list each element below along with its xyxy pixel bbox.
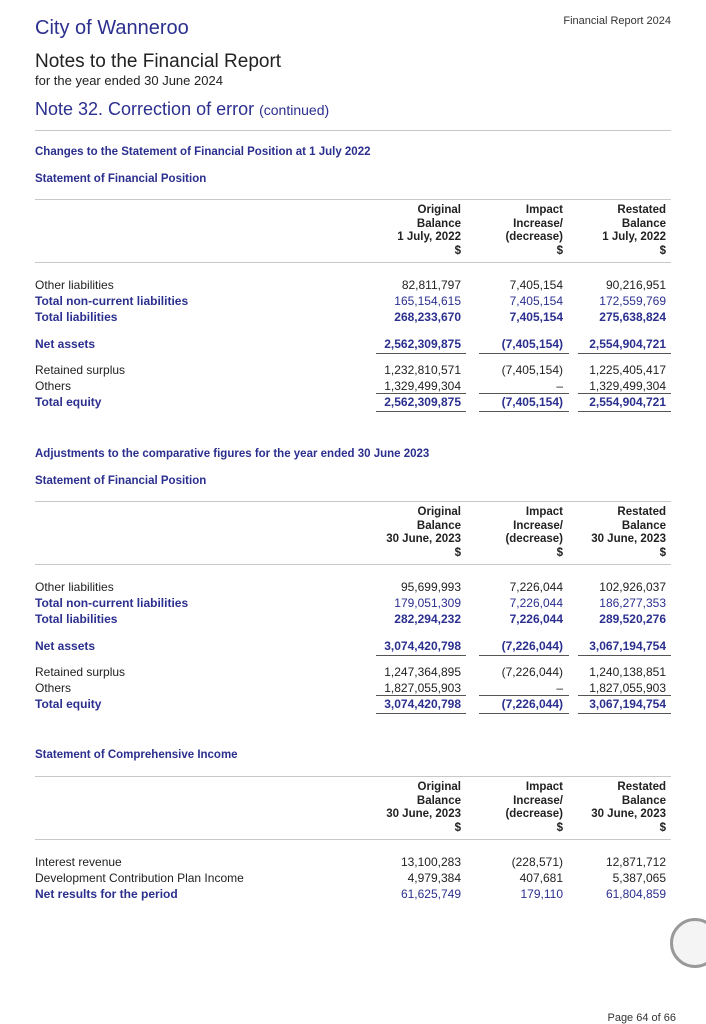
cell-value: 95,699,993 xyxy=(400,580,461,594)
row-label: Retained surplus xyxy=(35,665,126,679)
cell-value: (7,405,154) xyxy=(501,363,563,377)
table-row xyxy=(35,595,671,611)
row-label: Net assets xyxy=(35,337,96,351)
title-divider xyxy=(35,130,671,131)
cell-value: (228,571) xyxy=(511,855,563,869)
cell-value: 172,559,769 xyxy=(599,294,666,308)
column-header: Original Balance 30 June, 2023 $ xyxy=(386,781,461,834)
section2-heading: Adjustments to the comparative figures for the year ended 30 June 2023 xyxy=(35,448,430,460)
seal-icon xyxy=(670,918,706,968)
column-header: Restated Balance 30 June, 2023 $ xyxy=(591,506,666,559)
cell-value: 186,277,353 xyxy=(599,596,666,610)
table-row xyxy=(35,394,671,410)
row-label: Development Contribution Plan Income xyxy=(35,871,244,885)
cell-value: 275,638,824 xyxy=(599,310,666,324)
total-underline xyxy=(578,713,671,714)
table-row xyxy=(35,611,671,627)
cell-value: 289,520,276 xyxy=(599,612,666,626)
cell-value: 7,226,044 xyxy=(509,596,563,610)
total-overline xyxy=(479,695,569,696)
cell-value: 1,329,499,304 xyxy=(589,379,666,393)
total-overline xyxy=(376,393,466,394)
total-overline xyxy=(376,695,466,696)
org-name: City of Wanneroo xyxy=(35,17,189,39)
page-number: Page 64 of 66 xyxy=(607,1012,676,1024)
table-header xyxy=(35,199,671,263)
cell-value: 12,871,712 xyxy=(605,855,666,869)
row-label: Total non-current liabilities xyxy=(35,294,189,308)
row-label: Total equity xyxy=(35,697,102,711)
cell-value: 3,074,420,798 xyxy=(384,639,461,653)
cell-value: 2,562,309,875 xyxy=(384,337,461,351)
total-underline xyxy=(376,411,466,412)
table-row xyxy=(35,680,671,696)
cell-value: (7,226,044) xyxy=(501,639,563,653)
table-row xyxy=(35,362,671,378)
table-row xyxy=(35,696,671,712)
table-row xyxy=(35,579,671,595)
total-underline xyxy=(479,353,569,354)
total-underline xyxy=(578,655,671,656)
row-label: Retained surplus xyxy=(35,363,126,377)
cell-value: 5,387,065 xyxy=(612,871,666,885)
cell-value: 7,405,154 xyxy=(509,278,563,292)
cell-value: 3,067,194,754 xyxy=(589,639,666,653)
table-row xyxy=(35,309,671,325)
row-label: Interest revenue xyxy=(35,855,122,869)
note-title xyxy=(35,99,329,120)
note-title-suffix: (continued) xyxy=(259,102,330,118)
cell-value: 61,804,859 xyxy=(605,887,666,901)
row-label: Total liabilities xyxy=(35,310,118,324)
cell-value: 407,681 xyxy=(519,871,563,885)
cell-value: 90,216,951 xyxy=(605,278,666,292)
cell-value: 179,051,309 xyxy=(394,596,461,610)
cell-value: 7,226,044 xyxy=(509,612,563,626)
column-header: Restated Balance 30 June, 2023 $ xyxy=(591,781,666,834)
cell-value: 2,554,904,721 xyxy=(589,395,666,409)
table-row xyxy=(35,293,671,309)
section2-subheading: Statement of Financial Position xyxy=(35,475,207,487)
cell-value: 1,247,364,895 xyxy=(384,665,461,679)
cell-value: 4,979,384 xyxy=(407,871,461,885)
total-underline xyxy=(376,353,466,354)
cell-value: 1,827,055,903 xyxy=(384,681,461,695)
cell-value: (7,226,044) xyxy=(501,665,563,679)
cell-value: 1,240,138,851 xyxy=(589,665,666,679)
row-label: Others xyxy=(35,681,72,695)
cell-value: 282,294,232 xyxy=(394,612,461,626)
row-label: Net assets xyxy=(35,639,96,653)
section3-heading: Statement of Comprehensive Income xyxy=(35,749,238,761)
section2-table xyxy=(35,501,671,712)
table-header xyxy=(35,776,671,840)
total-underline xyxy=(578,411,671,412)
total-underline xyxy=(578,353,671,354)
cell-value: 1,329,499,304 xyxy=(384,379,461,393)
total-underline xyxy=(479,713,569,714)
column-header: Restated Balance 1 July, 2022 $ xyxy=(602,204,666,257)
row-label: Total equity xyxy=(35,395,102,409)
cell-value: 2,562,309,875 xyxy=(384,395,461,409)
column-header: Impact Increase/ (decrease) $ xyxy=(505,781,563,834)
cell-value: 1,225,405,417 xyxy=(589,363,666,377)
table-row xyxy=(35,886,671,902)
cell-value: 7,405,154 xyxy=(509,310,563,324)
cell-value: 3,074,420,798 xyxy=(384,697,461,711)
section1-subheading: Statement of Financial Position xyxy=(35,173,207,185)
period-subtitle: for the year ended 30 June 2024 xyxy=(35,73,223,88)
column-header: Impact Increase/ (decrease) $ xyxy=(505,204,563,257)
section1-table xyxy=(35,199,671,410)
cell-value: 179,110 xyxy=(520,887,563,901)
cell-value: (7,226,044) xyxy=(501,697,563,711)
section1-heading: Changes to the Statement of Financial Position at 1 July 2022 xyxy=(35,146,371,158)
cell-value: 165,154,615 xyxy=(394,294,461,308)
cell-value: 13,100,283 xyxy=(400,855,461,869)
row-label: Net results for the period xyxy=(35,887,178,901)
cell-value: 268,233,670 xyxy=(394,310,461,324)
row-label: Others xyxy=(35,379,72,393)
cell-value: 2,554,904,721 xyxy=(589,337,666,351)
table-header xyxy=(35,501,671,565)
section3-table xyxy=(35,776,671,902)
total-underline xyxy=(376,713,466,714)
page-title: Notes to the Financial Report xyxy=(35,51,282,72)
table-row xyxy=(35,378,671,394)
total-underline xyxy=(479,655,569,656)
total-underline xyxy=(479,411,569,412)
cell-value: – xyxy=(556,681,563,695)
row-label: Total liabilities xyxy=(35,612,118,626)
table-row xyxy=(35,336,671,352)
cell-value: (7,405,154) xyxy=(501,395,563,409)
note-title-text: Note 32. Correction of error xyxy=(35,99,255,119)
total-overline xyxy=(479,393,569,394)
table-row xyxy=(35,664,671,680)
table-row xyxy=(35,638,671,654)
cell-value: 7,405,154 xyxy=(509,294,563,308)
cell-value: 7,226,044 xyxy=(509,580,563,594)
total-overline xyxy=(578,393,671,394)
table-row xyxy=(35,277,671,293)
total-underline xyxy=(376,655,466,656)
cell-value: 3,067,194,754 xyxy=(589,697,666,711)
column-header: Original Balance 30 June, 2023 $ xyxy=(386,506,461,559)
cell-value: 1,827,055,903 xyxy=(589,681,666,695)
total-overline xyxy=(578,695,671,696)
row-label: Total non-current liabilities xyxy=(35,596,189,610)
cell-value: 82,811,797 xyxy=(401,278,461,292)
table-row xyxy=(35,870,671,886)
cell-value: 61,625,749 xyxy=(400,887,461,901)
cell-value: 102,926,037 xyxy=(599,580,666,594)
cell-value: (7,405,154) xyxy=(501,337,563,351)
row-label: Other liabilities xyxy=(35,580,114,594)
cell-value: 1,232,810,571 xyxy=(384,363,461,377)
column-header: Original Balance 1 July, 2022 $ xyxy=(397,204,461,257)
cell-value: – xyxy=(556,379,563,393)
column-header: Impact Increase/ (decrease) $ xyxy=(505,506,563,559)
table-row xyxy=(35,854,671,870)
row-label: Other liabilities xyxy=(35,278,114,292)
report-label: Financial Report 2024 xyxy=(563,15,671,27)
